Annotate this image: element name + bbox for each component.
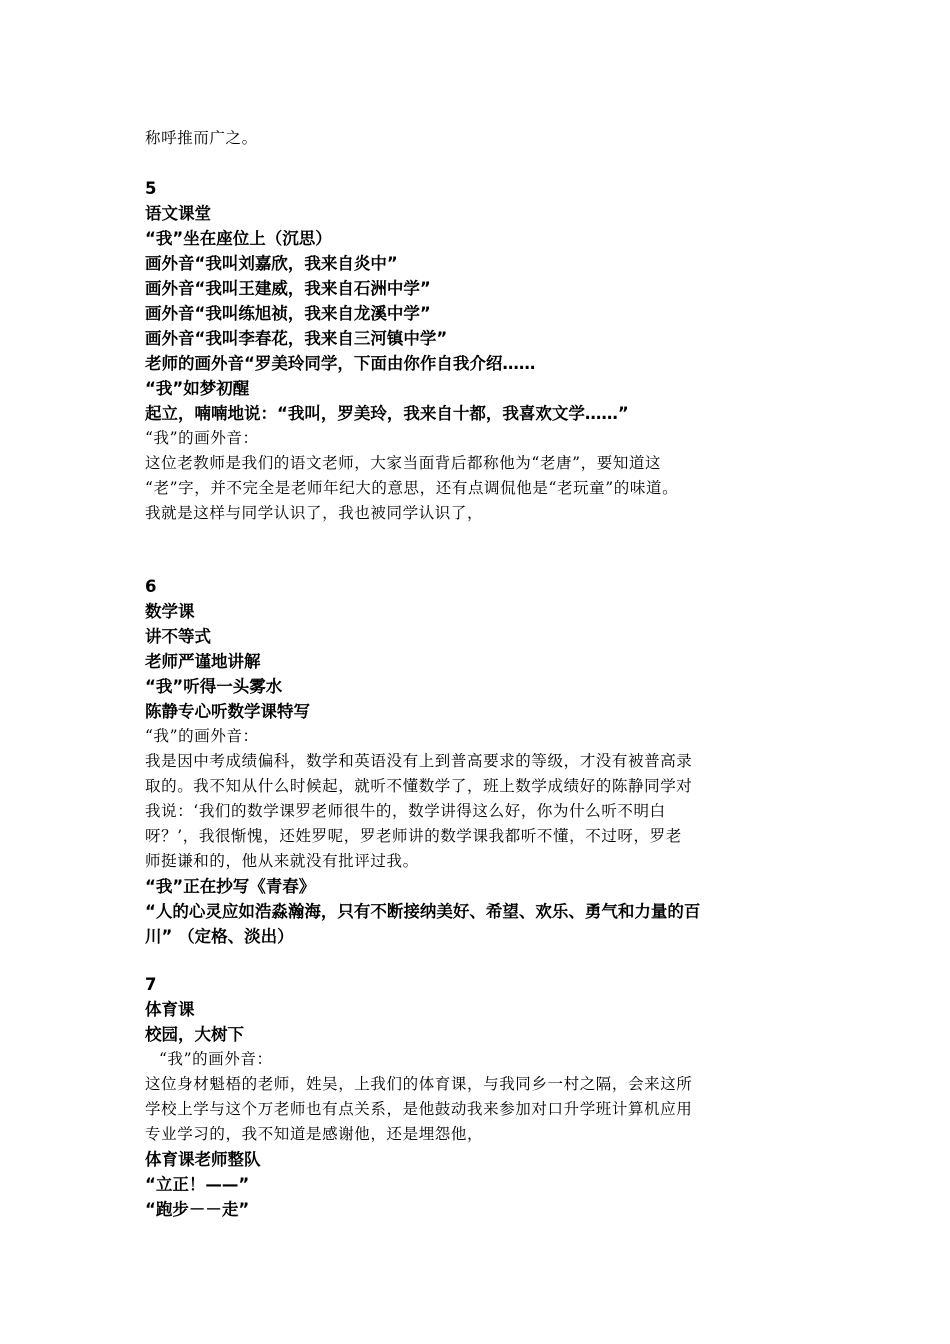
voiceover-text-line: “我”的画外音： bbox=[145, 429, 259, 447]
section-number: 5 bbox=[145, 179, 157, 198]
section-number: 6 bbox=[145, 577, 157, 596]
script-direction-line: 画外音“我叫练旭祯，我来自龙溪中学” bbox=[145, 304, 431, 323]
script-direction-line: 画外音“我叫刘嘉欣，我来自炎中” bbox=[145, 254, 398, 273]
script-direction-line: 体育课 bbox=[145, 1000, 195, 1019]
voiceover-text-line: 呀？’，我很惭愧，还姓罗呢，罗老师讲的数学课我都听不懂，不过呀，罗老 bbox=[145, 827, 682, 845]
script-direction-line: 体育课老师整队 bbox=[145, 1150, 261, 1169]
script-direction-line: 画外音“我叫王建威，我来自石洲中学” bbox=[145, 279, 431, 298]
voiceover-text-line: 学校上学与这个万老师也有点关系，是他鼓动我来参加对口升学班计算机应用 bbox=[145, 1100, 693, 1118]
script-direction-line: “我”正在抄写《青春》 bbox=[145, 877, 316, 896]
voiceover-text-line: 我说：‘我们的数学课罗老师很牛的，数学讲得这么好，你为什么听不明白 bbox=[145, 802, 666, 820]
script-direction-line: 画外音“我叫李春花，我来自三河镇中学” bbox=[145, 329, 448, 348]
voiceover-text-line: 我就是这样与同学认识了，我也被同学认识了， bbox=[145, 504, 484, 522]
script-direction-line: “立正！——” bbox=[145, 1175, 250, 1194]
script-direction-line: “跑步－－走” bbox=[145, 1200, 250, 1219]
voiceover-text-line: 这位老教师是我们的语文老师，大家当面背后都称他为“老唐”，要知道这 bbox=[145, 454, 662, 472]
script-direction-line: 语文课堂 bbox=[145, 204, 211, 223]
voiceover-text-line: 师挺谦和的，他从来就没有批评过我。 bbox=[145, 852, 419, 870]
script-direction-line: “我”听得一头雾水 bbox=[145, 677, 283, 696]
script-direction-line: 数学课 bbox=[145, 602, 195, 621]
voiceover-text-line: “我”的画外音： bbox=[159, 1050, 273, 1068]
voiceover-text-line: 这位身材魁梧的老师，姓吴，上我们的体育课，与我同乡一村之隔，会来这所 bbox=[145, 1075, 693, 1093]
voiceover-text-line: 专业学习的，我不知道是感谢他，还是埋怨他， bbox=[145, 1125, 484, 1143]
script-direction-line: 老师的画外音“罗美玲同学，下面由你作自我介绍…… bbox=[145, 354, 536, 373]
section-number: 7 bbox=[145, 975, 157, 994]
section-lines bbox=[145, 997, 825, 1222]
section-7 bbox=[145, 972, 825, 1222]
script-direction-line: 老师严谨地讲解 bbox=[145, 652, 261, 671]
script-direction-line: “我”如梦初醒 bbox=[145, 379, 250, 398]
section-lines bbox=[145, 599, 825, 949]
script-direction-line: 陈静专心听数学课特写 bbox=[145, 702, 310, 721]
script-direction-line: 校园，大树下 bbox=[145, 1025, 244, 1044]
script-direction-line: 川” （定格、淡出） bbox=[145, 927, 294, 946]
section-lines bbox=[145, 201, 825, 526]
voiceover-text-line: 取的。我不知从什么时候起，就听不懂数学了，班上数学成绩好的陈静同学对 bbox=[145, 777, 693, 795]
section-6 bbox=[145, 574, 825, 949]
section-5 bbox=[145, 176, 825, 526]
script-direction-line: “我”坐在座位上（沉思） bbox=[145, 229, 332, 248]
voiceover-text-line: 我是因中考成绩偏科，数学和英语没有上到普高要求的等级，才没有被普高录 bbox=[145, 752, 693, 770]
voiceover-text-line: “老”字，并不完全是老师年纪大的意思，还有点调侃他是“老玩童”的味道。 bbox=[145, 479, 679, 497]
script-direction-line: 起立，喃喃地说：“我叫，罗美玲，我来自十都，我喜欢文学……” bbox=[145, 404, 629, 423]
script-direction-line: 讲不等式 bbox=[145, 627, 211, 646]
script-direction-line: “人的心灵应如浩淼瀚海，只有不断接纳美好、希望、欢乐、勇气和力量的百 bbox=[145, 902, 701, 921]
intro-text: 称呼推而广之。 bbox=[145, 129, 258, 147]
voiceover-text-line: “我”的画外音： bbox=[145, 727, 259, 745]
